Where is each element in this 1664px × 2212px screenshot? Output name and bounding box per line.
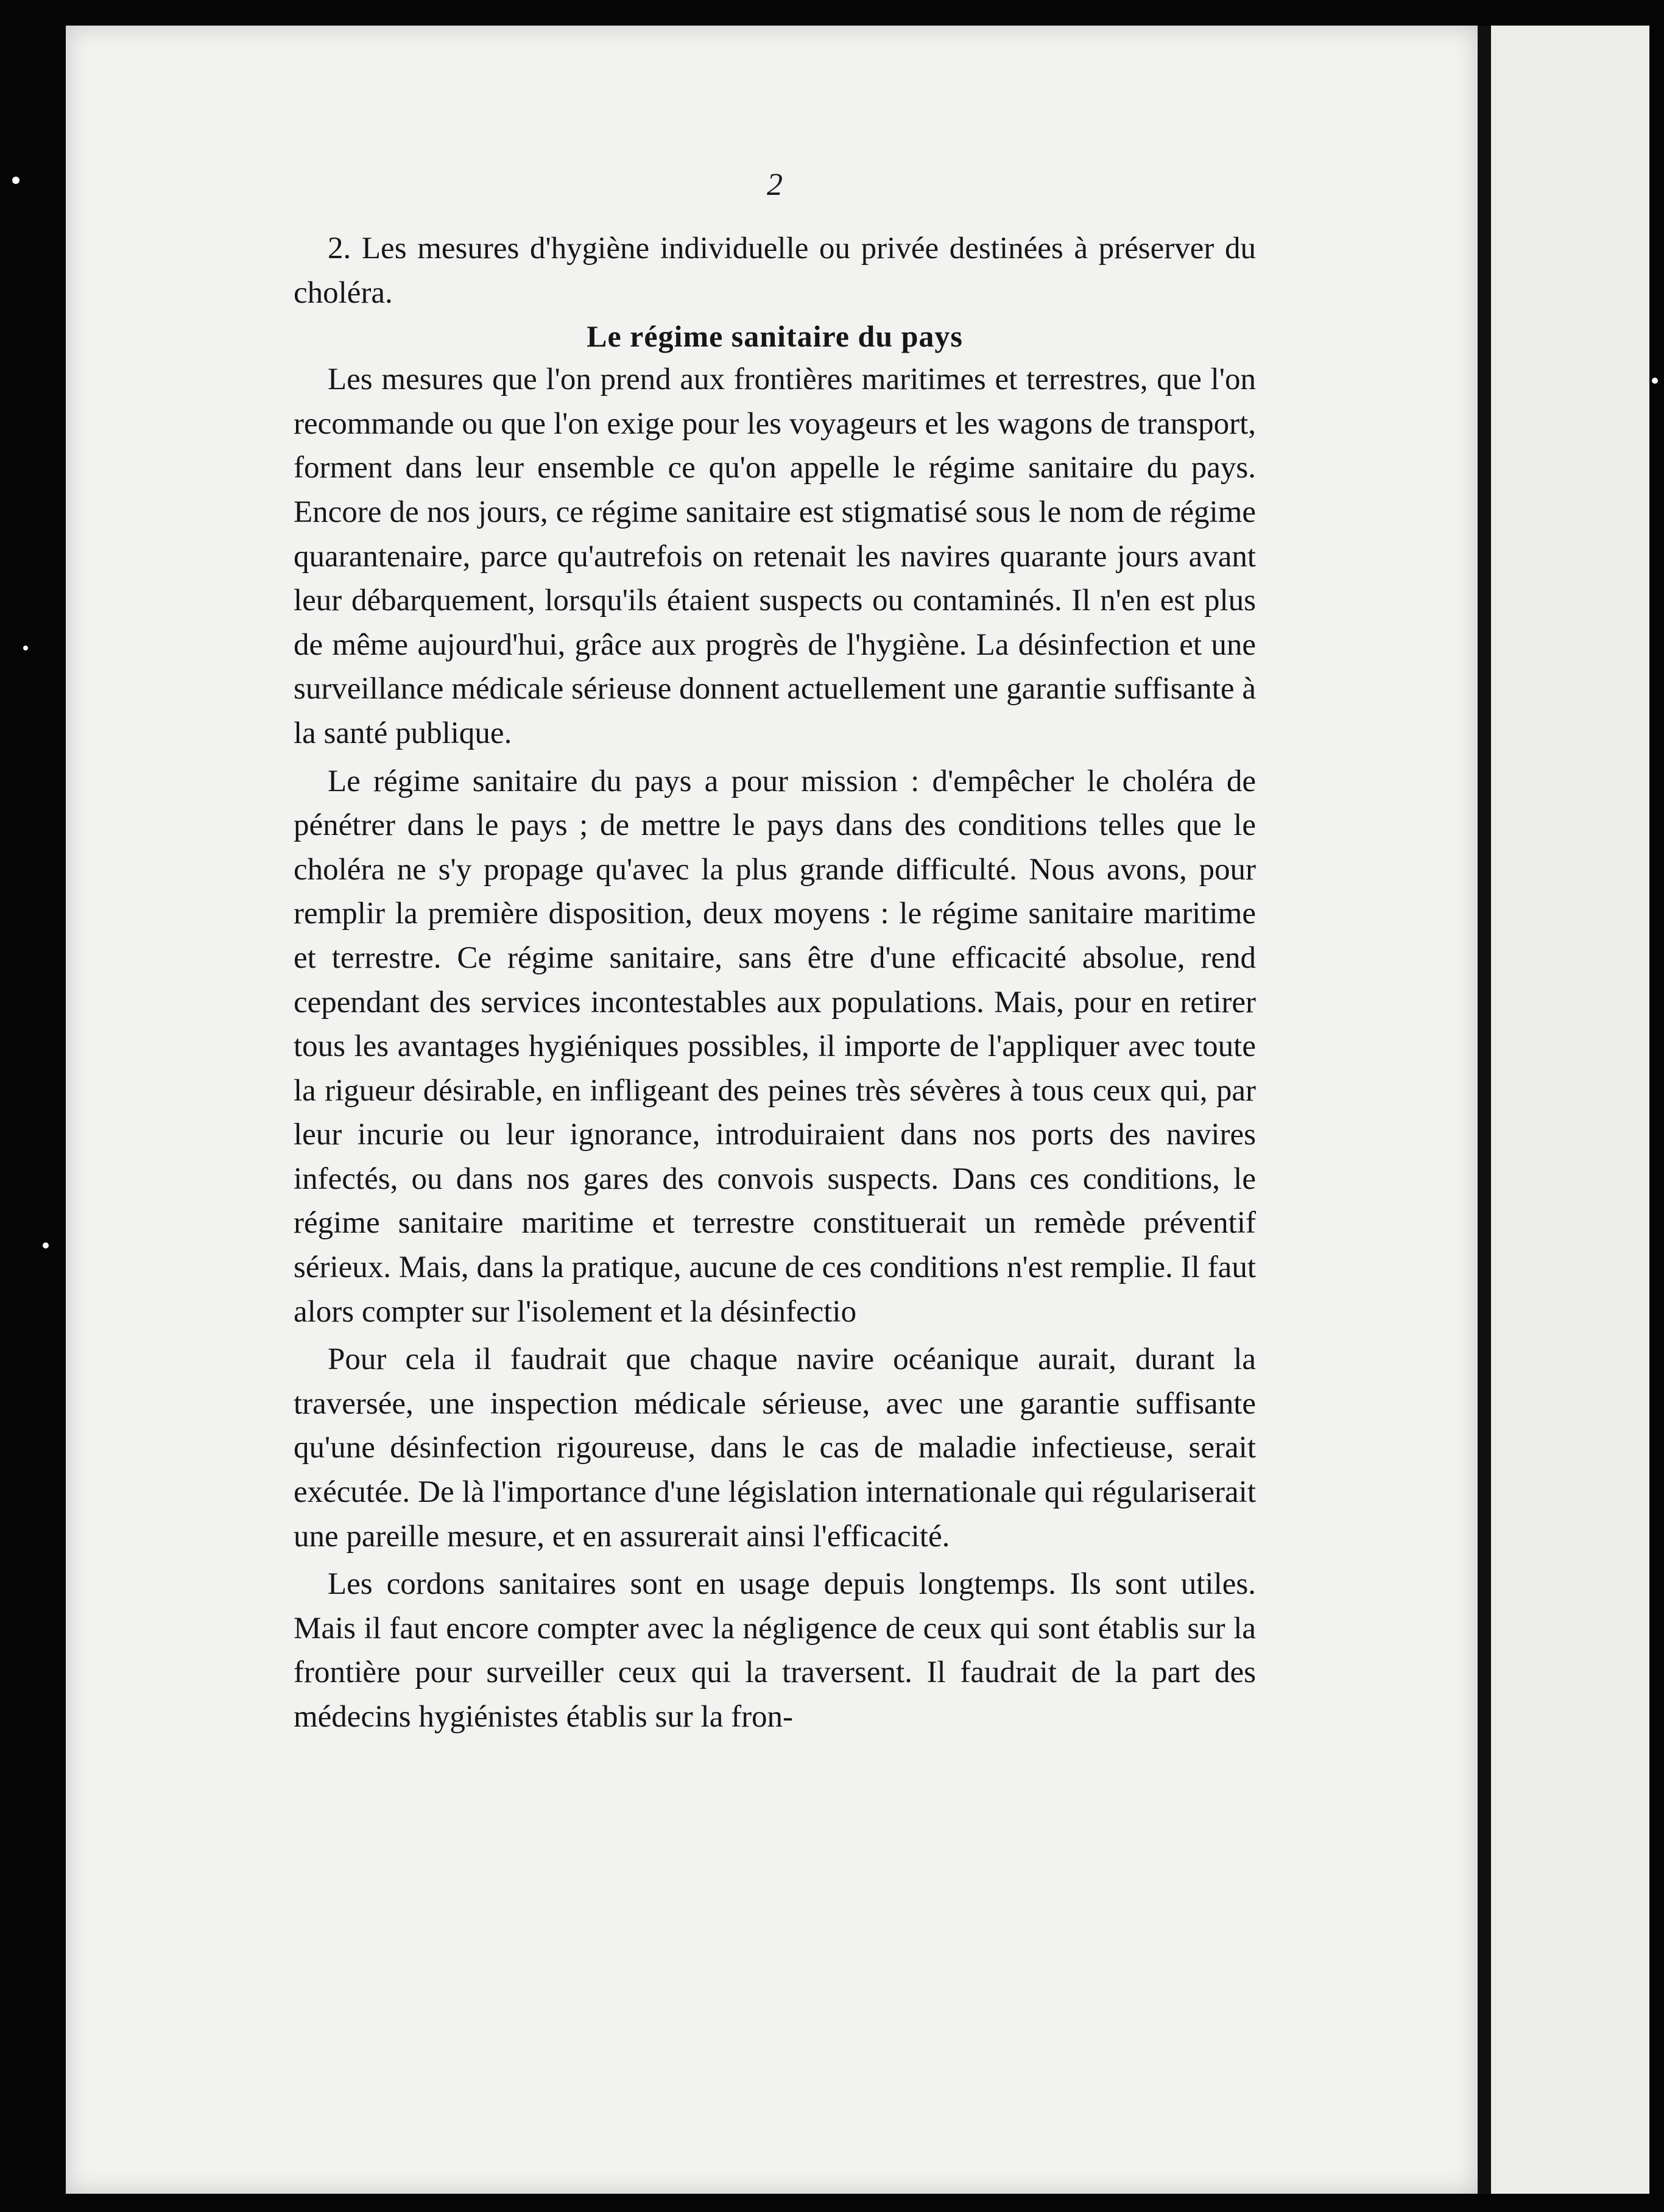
- paragraph-sanitary-cordons: Les cordons sanitaires sont en usage depuis longtemps. Ils sont utiles. Mais il faut encore compter avec la négligence de ceux qui sont établis sur la frontière pour surveiller ceux qui la traversent. Il faudrait de la part des médecins hygiénistes établis sur la fron-: [294, 1567, 1256, 1734]
- page-gutter: [1478, 26, 1491, 2194]
- scan-dust-speck: [43, 1242, 49, 1249]
- adjacent-page-edge: [1491, 26, 1649, 2194]
- scan-dust-speck: [12, 177, 19, 184]
- section-title: Le régime sanitaire du pays: [587, 319, 963, 354]
- paragraph-regime-overview: Les mesures que l'on prend aux frontières maritimes et terrestres, que l'on recommande ou que l'on exige pour les voyageurs et les wagons de transport, forment dans leur ensemble ce qu'on appelle le régime sanitaire du pays. Encore de nos jours, ce régime sanitaire est stigmatisé sous le nom de régime quarantenaire, parce qu'autrefois on retenait les navires quarante jours avant leur débarquement, lorsqu'ils étaient suspects ou contaminés. Il n'en est plus de même aujourd'hui, grâce aux progrès de l'hygiène. La désinfection et une surveillance médicale sérieuse donnent actuellement une garantie suffisante à la santé publique.: [294, 362, 1256, 750]
- paragraph-ship-inspection: Pour cela il faudrait que chaque navire océanique aurait, durant la traversée, une inspection médicale sérieuse, avec une garantie suffisante qu'une désinfection rigoureuse, dans le cas de maladie infectieuse, serait exécutée. De là l'importance d'une législation internationale qui régulariserait une pareille mesure, et en assurerait ainsi l'efficacité.: [294, 1342, 1256, 1554]
- intro-paragraph: 2. Les mesures d'hygiène individuelle ou privée destinées à préserver du choléra.: [294, 231, 1256, 310]
- scan-dust-speck: [1652, 378, 1658, 384]
- page-content: [294, 227, 1256, 1739]
- scan-dust-speck: [23, 646, 28, 650]
- page-number: 2: [767, 167, 783, 202]
- paragraph-regime-mission: Le régime sanitaire du pays a pour mission : d'empêcher le choléra de pénétrer dans le pays ; de mettre le pays dans des conditions telles que le choléra ne s'y propage qu'avec la plus grande difficulté. Nous avons, pour remplir la première disposition, deux moyens : le régime sanitaire maritime et terrestre. Ce régime sanitaire, sans être d'une efficacité absolue, rend cependant des services incontestables aux populations. Mais, pour en retirer tous les avantages hygiéniques possibles, il importe de l'appliquer avec toute la rigueur désirable, en infligeant des peines très sévères à tous ceux qui, par leur incurie ou leur ignorance, introduiraient dans nos ports des navires infectés, ou dans nos gares des convois suspects. Dans ces conditions, le régime sanitaire maritime et terrestre constituerait un remède préventif sérieux. Mais, dans la pratique, aucune de ces conditions n'est remplie. Il faut alors compter sur l'isolement et la désinfectio: [294, 764, 1256, 1329]
